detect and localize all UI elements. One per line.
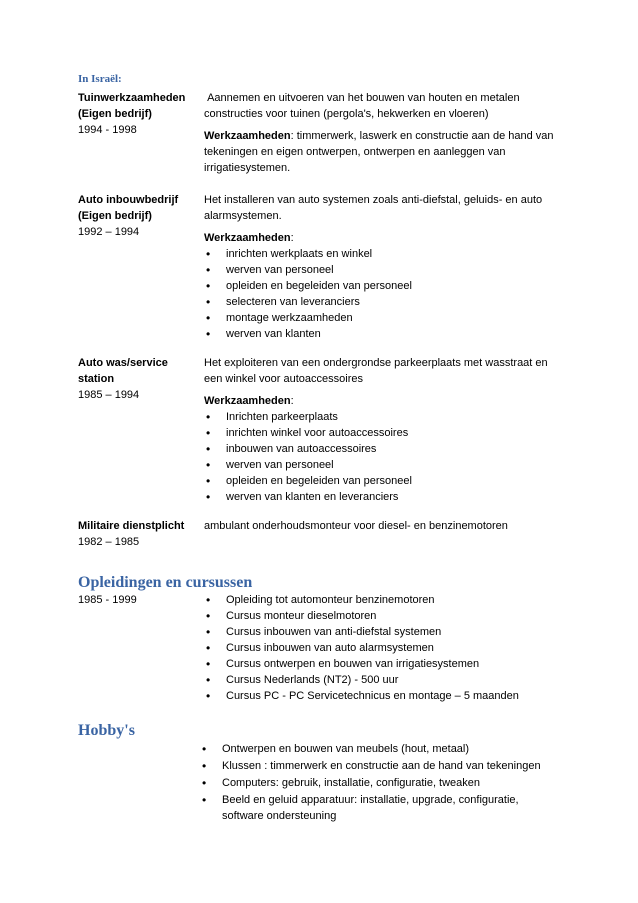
- list-item: • Beeld en geluid apparatuur: installatie, upgrade, configuratie, software ondersteuning: [200, 792, 560, 824]
- list-item: • inbouwen van autoaccessoires: [204, 441, 558, 457]
- entry-work: [204, 128, 558, 176]
- entry-right: [204, 192, 558, 342]
- entry-work: [204, 230, 558, 246]
- list-item: • Cursus PC - PC Servicetechnicus en montage – 5 maanden: [204, 688, 558, 704]
- hobbies-list: [200, 741, 560, 825]
- education-section: [78, 592, 558, 702]
- location-heading: In Israël:: [78, 73, 122, 85]
- entry-description: Het installeren van auto systemen zoals anti-diefstal, geluids- en auto alarmsystemen.: [204, 194, 543, 222]
- list-item: • Computers: gebruik, installatie, configuratie, tweaken: [200, 775, 560, 791]
- task-list: [204, 246, 558, 342]
- list-item: • werven van personeel: [204, 262, 558, 278]
- entry-right: [204, 518, 558, 534]
- entry-period: 1985 – 1994: [78, 389, 140, 401]
- list-item: • inrichten werkplaats en winkel: [204, 246, 558, 262]
- experience-entry-autowas: [78, 355, 558, 505]
- work-label: Werkzaamheden: [204, 130, 291, 142]
- work-text: : timmerwerk, laswerk en constructie aan de hand van tekeningen en eigen ontwerpen, ontwerpen en aanleggen van irrigatiesystemen.: [204, 130, 554, 174]
- entry-period: 1992 – 1994: [78, 226, 140, 238]
- entry-title: Auto inbouwbedrijf: [78, 194, 179, 206]
- education-right: [204, 592, 558, 704]
- task-list: [204, 409, 558, 505]
- list-item: • opleiden en begeleiden van personeel: [204, 473, 558, 489]
- entry-title: Militaire dienstplicht: [78, 520, 185, 532]
- entry-subtitle: (Eigen bedrijf): [78, 108, 152, 120]
- list-item: • werven van personeel: [204, 457, 558, 473]
- entry-right: [204, 355, 558, 505]
- education-title: Opleidingen en cursussen: [78, 574, 253, 591]
- work-label: Werkzaamheden: [204, 395, 291, 407]
- entry-work: [204, 393, 558, 409]
- entry-description: Aannemen en uitvoeren van het bouwen van houten en metalen constructies voor tuinen (pergola's, hekwerken en vloeren): [204, 92, 523, 120]
- list-item: • Cursus Nederlands (NT2) - 500 uur: [204, 672, 558, 688]
- list-item: • werven van klanten en leveranciers: [204, 489, 558, 505]
- entry-period: 1982 – 1985: [78, 536, 140, 548]
- entry-left: [78, 192, 198, 240]
- hobbies-title: Hobby's: [78, 722, 135, 739]
- entry-right: [204, 90, 558, 176]
- entry-description: ambulant onderhoudsmonteur voor diesel- en benzinemotoren: [204, 520, 508, 532]
- experience-entry-militair: [78, 518, 558, 554]
- entry-subtitle: station: [78, 373, 115, 385]
- education-list: [204, 592, 558, 704]
- experience-entry-tuinwerk: [78, 90, 558, 180]
- list-item: • Inrichten parkeerplaats: [204, 409, 558, 425]
- work-label: Werkzaamheden: [204, 232, 291, 244]
- work-suffix: :: [290, 395, 294, 407]
- entry-subtitle: (Eigen bedrijf): [78, 210, 152, 222]
- list-item: • Cursus monteur dieselmotoren: [204, 608, 558, 624]
- work-suffix: :: [290, 232, 294, 244]
- list-item: • opleiden en begeleiden van personeel: [204, 278, 558, 294]
- education-period: 1985 - 1999: [78, 594, 137, 606]
- entry-left: [78, 518, 202, 550]
- entry-period: 1994 - 1998: [78, 124, 137, 136]
- list-item: • Cursus ontwerpen en bouwen van irrigatiesystemen: [204, 656, 558, 672]
- list-item: • Cursus inbouwen van anti-diefstal systemen: [204, 624, 558, 640]
- list-item: • Klussen : timmerwerk en constructie aan de hand van tekeningen: [200, 758, 560, 774]
- list-item: • Cursus inbouwen van auto alarmsystemen: [204, 640, 558, 656]
- list-item: • werven van klanten: [204, 326, 558, 342]
- list-item: • Opleiding tot automonteur benzinemotoren: [204, 592, 558, 608]
- entry-title: Auto was/service: [78, 357, 168, 369]
- list-item: • inrichten winkel voor autoaccessoires: [204, 425, 558, 441]
- entry-description: Het exploiteren van een ondergrondse parkeerplaats met wasstraat en een winkel voor autoaccessoires: [204, 357, 548, 385]
- entry-left: [78, 355, 198, 403]
- list-item: • montage werkzaamheden: [204, 310, 558, 326]
- list-item: • selecteren van leveranciers: [204, 294, 558, 310]
- entry-left: [78, 90, 198, 138]
- list-item: • Ontwerpen en bouwen van meubels (hout, metaal): [200, 741, 560, 757]
- entry-title: Tuinwerkzaamheden: [78, 92, 186, 104]
- experience-entry-auto-inbouw: [78, 192, 558, 342]
